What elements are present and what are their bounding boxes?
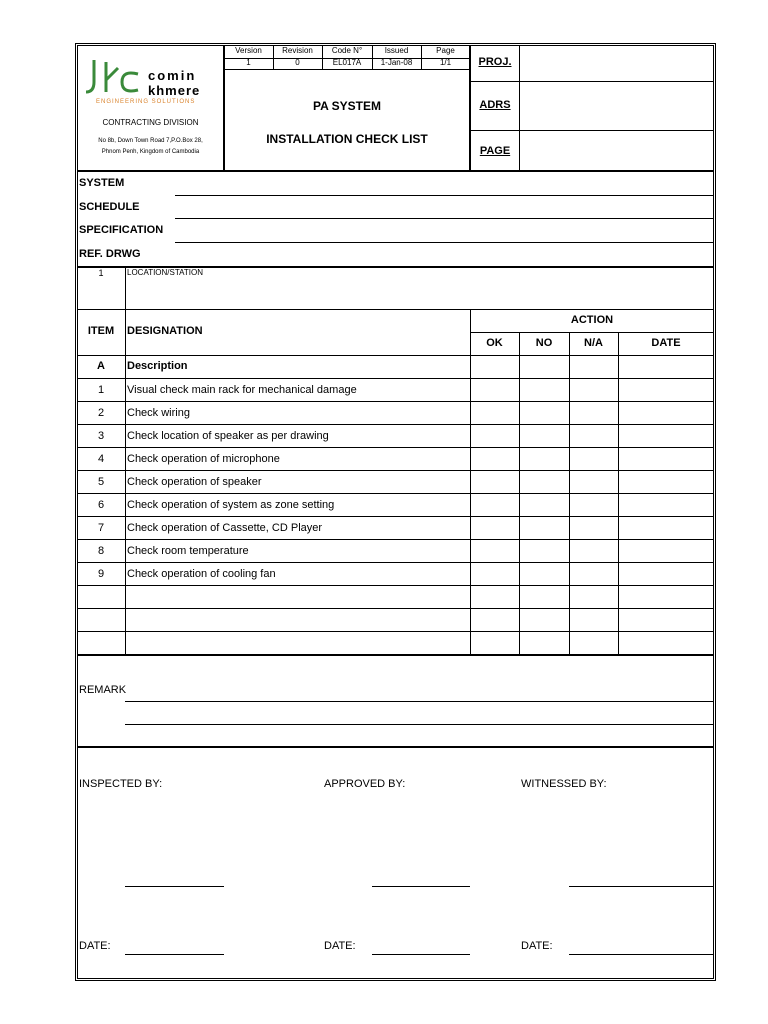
row-text-7: Check operation of Cassette, CD Player bbox=[127, 522, 323, 534]
row-text-5: Check operation of speaker bbox=[127, 476, 262, 488]
address-line1: No 8b, Down Town Road 7,P.O.Box 28, bbox=[98, 138, 203, 144]
row-text-8: Check room temperature bbox=[127, 545, 249, 557]
witnessed-by-label: WITNESSED BY: bbox=[521, 778, 607, 790]
col-no-header: NO bbox=[535, 337, 553, 349]
row-item-4: 4 bbox=[97, 453, 105, 465]
proj-value-cell bbox=[519, 45, 714, 171]
row-item-5: 5 bbox=[97, 476, 105, 488]
section-item: A bbox=[97, 360, 105, 372]
approved-by-label: APPROVED BY: bbox=[324, 778, 406, 790]
division-label: CONTRACTING DIVISION bbox=[102, 118, 199, 127]
col-item-header: ITEM bbox=[87, 325, 115, 337]
location-label: LOCATION/STATION bbox=[127, 268, 204, 277]
adrs-label: ADRS bbox=[479, 99, 511, 111]
inspected-by-label: INSPECTED BY: bbox=[79, 778, 163, 790]
witnessed-date-line[interactable] bbox=[569, 954, 714, 955]
row-text-2: Check wiring bbox=[127, 407, 190, 419]
field-system: SYSTEM bbox=[79, 177, 125, 189]
col-ok-header: OK bbox=[486, 337, 503, 349]
row-item-7: 7 bbox=[97, 522, 105, 534]
meta-header-code: Code N° bbox=[331, 46, 363, 55]
col-designation-header: DESIGNATION bbox=[127, 325, 203, 337]
section-label: Description bbox=[127, 360, 188, 372]
approved-date-label: DATE: bbox=[324, 940, 356, 952]
row-text-1: Visual check main rack for mechanical damage bbox=[127, 384, 357, 396]
witnessed-signature-line[interactable] bbox=[569, 886, 714, 887]
row-item-1: 1 bbox=[97, 384, 105, 396]
row-item-9: 9 bbox=[97, 568, 105, 580]
row-text-4: Check operation of microphone bbox=[127, 453, 280, 465]
approved-date-line[interactable] bbox=[372, 954, 470, 955]
meta-value-page: 1/1 bbox=[439, 58, 452, 67]
meta-header-version: Version bbox=[235, 46, 262, 55]
company-tagline: ENGINEERING SOLUTIONS bbox=[96, 99, 196, 105]
inspected-date-line[interactable] bbox=[125, 954, 224, 955]
col-date-header: DATE bbox=[651, 337, 681, 349]
system-input-line[interactable] bbox=[175, 195, 714, 196]
meta-header-revision: Revision bbox=[282, 46, 313, 55]
meta-value-version: 1 bbox=[246, 58, 251, 67]
witnessed-date-label: DATE: bbox=[521, 940, 553, 952]
remark-label: REMARK bbox=[79, 684, 127, 696]
meta-value-revision: 0 bbox=[295, 58, 300, 67]
address-line2: Phnom Penh, Kingdom of Cambodia bbox=[101, 149, 200, 155]
meta-value-code: EL017A bbox=[332, 58, 362, 67]
info-section bbox=[77, 171, 714, 267]
proj-label: PROJ. bbox=[478, 56, 512, 68]
inspected-date-label: DATE: bbox=[79, 940, 111, 952]
row-item-6: 6 bbox=[97, 499, 105, 511]
remark-line-1[interactable] bbox=[125, 701, 714, 702]
inspected-signature-line[interactable] bbox=[125, 886, 224, 887]
document-title-line1: PA SYSTEM bbox=[312, 99, 381, 113]
row-item-3: 3 bbox=[97, 430, 105, 442]
company-name-line1: comin bbox=[148, 68, 197, 83]
company-logo-icon bbox=[84, 56, 142, 98]
company-name-line2: khmere bbox=[148, 83, 201, 98]
document-title-line2: INSTALLATION CHECK LIST bbox=[266, 132, 428, 146]
row-item-2: 2 bbox=[97, 407, 105, 419]
col-action-header: ACTION bbox=[570, 314, 614, 326]
row-text-9: Check operation of cooling fan bbox=[127, 568, 276, 580]
field-schedule: SCHEDULE bbox=[79, 201, 140, 213]
page-label: PAGE bbox=[479, 145, 511, 157]
field-ref-drwg: REF. DRWG bbox=[79, 248, 141, 260]
col-na-header: N/A bbox=[584, 337, 603, 349]
row-text-3: Check location of speaker as per drawing bbox=[127, 430, 329, 442]
schedule-input-line[interactable] bbox=[175, 218, 714, 219]
remark-line-2[interactable] bbox=[125, 724, 714, 725]
location-number: 1 bbox=[98, 268, 104, 278]
row-item-8: 8 bbox=[97, 545, 105, 557]
meta-header-issued: Issued bbox=[384, 46, 409, 55]
meta-value-issued: 1-Jan-08 bbox=[380, 58, 413, 67]
meta-header-page: Page bbox=[436, 46, 455, 55]
approved-signature-line[interactable] bbox=[372, 886, 470, 887]
row-text-6: Check operation of system as zone setting bbox=[127, 499, 335, 511]
specification-input-line[interactable] bbox=[175, 242, 714, 243]
field-specification: SPECIFICATION bbox=[79, 224, 164, 236]
